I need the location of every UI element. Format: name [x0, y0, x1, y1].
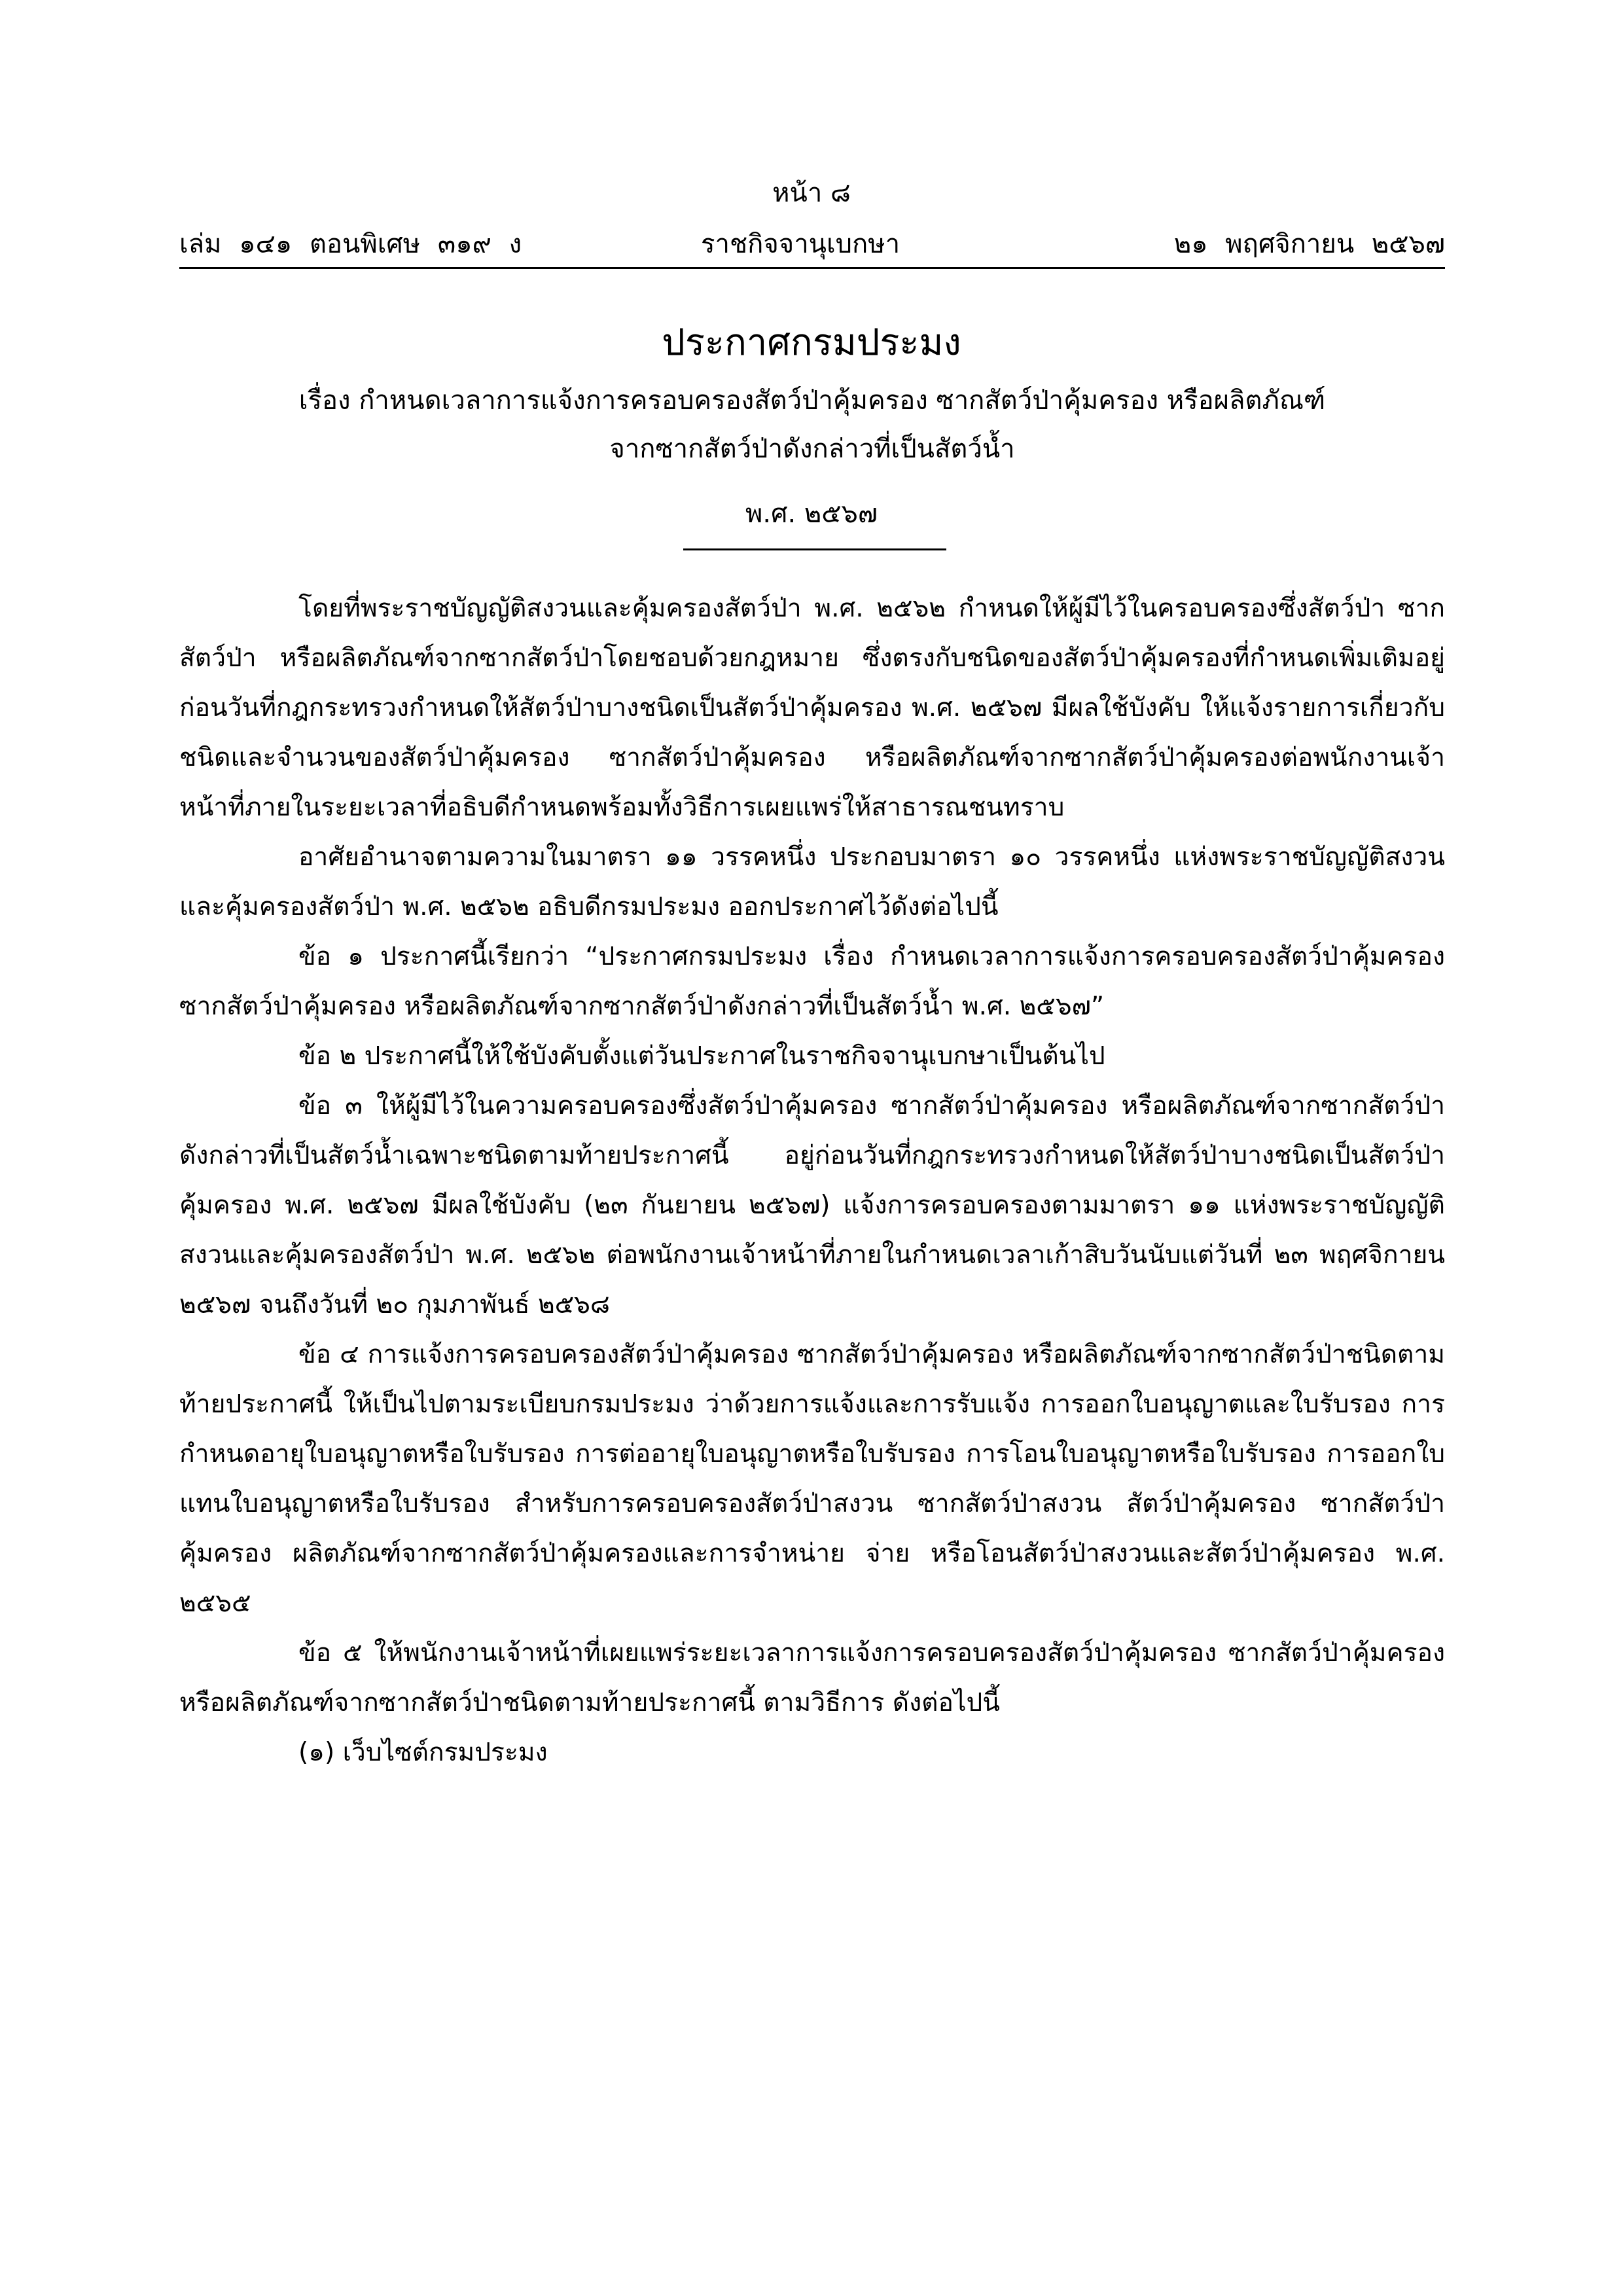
- header-divider: [179, 267, 1445, 269]
- paragraph-preamble: โดยที่พระราชบัญญัติสงวนและคุ้มครองสัตว์ป่า พ.ศ. ๒๕๖๒ กำหนดให้ผู้มีไว้ในครอบครองซึ่งสัตว์ป่า ซากสัตว์ป่า หรือผลิตภัณฑ์จากซากสัตว์ป่าโดยชอบด้วยกฎหมาย ซึ่งตรงกับชนิดของสัตว์ป่าคุ้มครองที่กำหนดเพิ่มเติมอยู่ก่อนวันที่กฎกระทรวงกำหนดให้สัตว์ป่าบางชนิดเป็นสัตว์ป่าคุ้มครอง พ.ศ. ๒๕๖๗ มีผลใช้บังคับ ให้แจ้งรายการเกี่ยวกับชนิดและจำนวนของสัตว์ป่าคุ้มครอง ซากสัตว์ป่าคุ้มครอง หรือผลิตภัณฑ์จากซากสัตว์ป่าคุ้มครองต่อพนักงานเจ้าหน้าที่ภายในระยะเวลาที่อธิบดีกำหนดพร้อมทั้งวิธีการเผยแพร่ให้สาธารณชนทราบ: [179, 594, 1445, 822]
- clause-4: ข้อ ๔ การแจ้งการครอบครองสัตว์ป่าคุ้มครอง ซากสัตว์ป่าคุ้มครอง หรือผลิตภัณฑ์จากซากสัตว์ป่าชนิดตามท้ายประกาศนี้ ให้เป็นไปตามระเบียบกรมประมง ว่าด้วยการแจ้งและการรับแจ้ง การออกใบอนุญาตและใบรับรอง การกำหนดอายุใบอนุญาตหรือใบรับรอง การต่ออายุใบอนุญาตหรือใบรับรอง การโอนใบอนุญาตหรือใบรับรอง การออกใบแทนใบอนุญาตหรือใบรับรอง สำหรับการครอบครองสัตว์ป่าสงวน ซากสัตว์ป่าสงวน สัตว์ป่าคุ้มครอง ซากสัตว์ป่าคุ้มครอง ผลิตภัณฑ์จากซากสัตว์ป่าคุ้มครองและการจำหน่าย จ่าย หรือโอนสัตว์ป่าสงวนและสัตว์ป่าคุ้มครอง พ.ศ. ๒๕๖๕: [179, 1340, 1445, 1618]
- title-divider: [683, 548, 946, 550]
- subject-line-2: จากซากสัตว์ป่าดังกล่าวที่เป็นสัตว์น้ำ: [609, 434, 1015, 464]
- publication-date: ๒๑ พฤศจิกายน ๒๕๖๗: [1173, 229, 1445, 259]
- paragraph-authority: อาศัยอำนาจตามความในมาตรา ๑๑ วรรคหนึ่ง ประกอบมาตรา ๑๐ วรรคหนึ่ง แห่งพระราชบัญญัติสงวนและคุ้มครองสัตว์ป่า พ.ศ. ๒๕๖๒ อธิบดีกรมประมง ออกประกาศไว้ดังต่อไปนี้: [179, 842, 1445, 922]
- clause-3: ข้อ ๓ ให้ผู้มีไว้ในความครอบครองซึ่งสัตว์ป่าคุ้มครอง ซากสัตว์ป่าคุ้มครอง หรือผลิตภัณฑ์จากซากสัตว์ป่าดังกล่าวที่เป็นสัตว์น้ำเฉพาะชนิดตามท้ายประกาศนี้ อยู่ก่อนวันที่กฎกระทรวงกำหนดให้สัตว์ป่าบางชนิดเป็นสัตว์ป่าคุ้มครอง พ.ศ. ๒๕๖๗ มีผลใช้บังคับ (๒๓ กันยายน ๒๕๖๗) แจ้งการครอบครองตามมาตรา ๑๑ แห่งพระราชบัญญัติสงวนและคุ้มครองสัตว์ป่า พ.ศ. ๒๕๖๒ ต่อพนักงานเจ้าหน้าที่ภายในกำหนดเวลาเก้าสิบวันนับแต่วันที่ ๒๓ พฤศจิกายน ๒๕๖๗ จนถึงวันที่ ๒๐ กุมภาพันธ์ ๒๕๖๘: [179, 1091, 1445, 1319]
- document-body: [179, 584, 1445, 1778]
- document-subject: [179, 376, 1445, 473]
- volume-info: เล่ม ๑๔๑ ตอนพิเศษ ๓๑๙ ง: [179, 229, 522, 259]
- gazette-header: [179, 223, 1445, 262]
- document-title: ประกาศกรมประมง: [662, 321, 961, 364]
- clause-5: ข้อ ๕ ให้พนักงานเจ้าหน้าที่เผยแพร่ระยะเวลาการแจ้งการครอบครองสัตว์ป่าคุ้มครอง ซากสัตว์ป่าคุ้มครอง หรือผลิตภัณฑ์จากซากสัตว์ป่าชนิดตามท้ายประกาศนี้ ตามวิธีการ ดังต่อไปนี้: [179, 1638, 1445, 1717]
- clause-5-item-1: (๑) เว็บไซต์กรมประมง: [298, 1738, 548, 1767]
- document-year: พ.ศ. ๒๕๖๗: [745, 499, 878, 529]
- subject-line-1: เรื่อง กำหนดเวลาการแจ้งการครอบครองสัตว์ป่าคุ้มครอง ซากสัตว์ป่าคุ้มครอง หรือผลิตภัณฑ์: [298, 386, 1326, 416]
- gazette-name: ราชกิจจานุเบกษา: [701, 229, 901, 259]
- page-number: หน้า ๘: [772, 178, 851, 208]
- clause-2: ข้อ ๒ ประกาศนี้ให้ใช้บังคับตั้งแต่วันประกาศในราชกิจจานุเบกษาเป็นต้นไป: [298, 1041, 1105, 1071]
- clause-1: ข้อ ๑ ประกาศนี้เรียกว่า “ประกาศกรมประมง เรื่อง กำหนดเวลาการแจ้งการครอบครองสัตว์ป่าคุ้มครอง ซากสัตว์ป่าคุ้มครอง หรือผลิตภัณฑ์จากซากสัตว์ป่าดังกล่าวที่เป็นสัตว์น้ำ พ.ศ. ๒๕๖๗”: [179, 942, 1445, 1021]
